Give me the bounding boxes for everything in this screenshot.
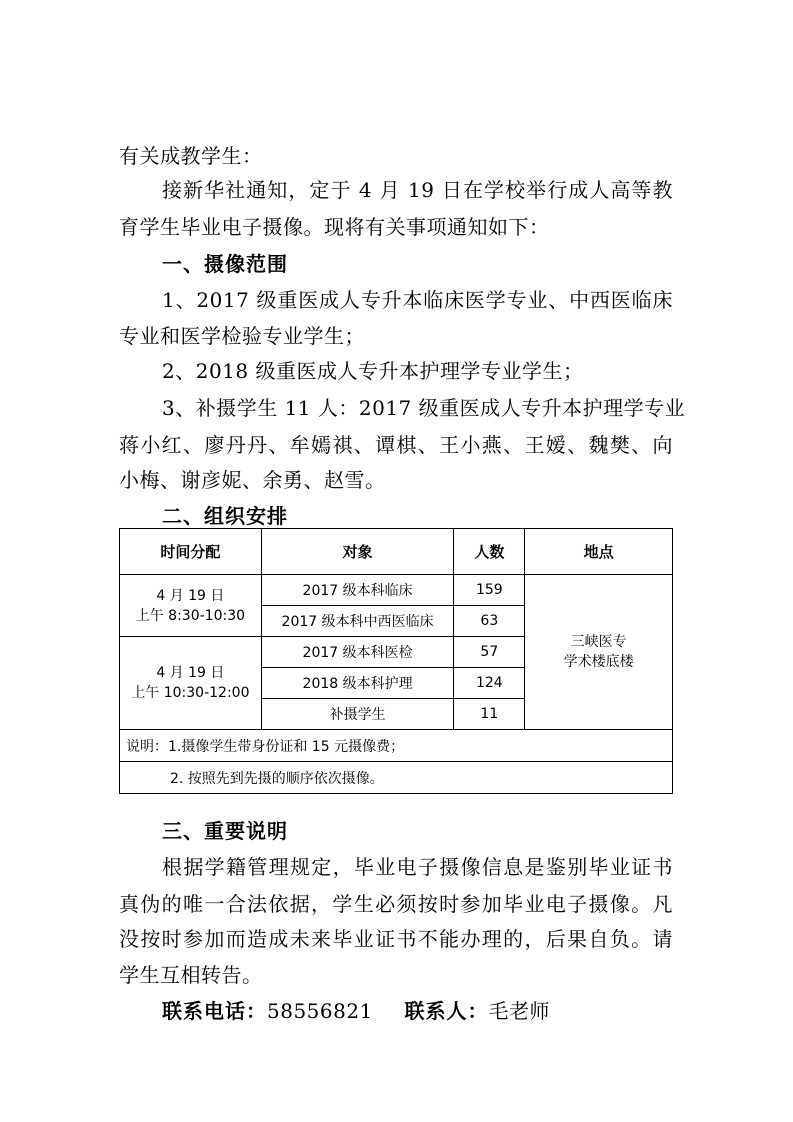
time-slot-2-date: 4 月 19 日 (156, 665, 225, 681)
section3-line-4: 学生互相转告。 (119, 963, 263, 987)
location-line-2: 学术楼底楼 (563, 654, 634, 670)
target-cell: 补摄学生 (261, 699, 454, 730)
count-cell: 57 (454, 637, 525, 668)
section3-line-1: 根据学籍管理规定，毕业电子摄像信息是鉴别毕业证书 (162, 855, 673, 879)
contact-line (162, 998, 550, 1024)
time-slot-2 (120, 637, 262, 730)
section2-heading: 二、组织安排 (162, 504, 288, 528)
section1-item1-line2: 专业和医学检验专业学生； (119, 324, 365, 348)
location-cell (525, 575, 673, 730)
section1-heading: 一、摄像范围 (162, 252, 288, 276)
section1-item3-line1: 3、补摄学生 11 人：2017 级重医成人专升本护理学专业 (162, 396, 686, 420)
target-cell: 2017 级本科中西医临床 (261, 606, 454, 637)
time-slot-1-date: 4 月 19 日 (156, 587, 225, 604)
contact-person: 毛老师 (488, 999, 551, 1023)
header-count: 人数 (454, 529, 525, 575)
salutation: 有关成教学生： (119, 144, 263, 168)
count-cell: 159 (454, 575, 525, 606)
contact-person-label: 联系人： (404, 999, 489, 1023)
phone-number: 58556821 (267, 999, 373, 1023)
section3-line-3: 没按时参加而造成未来毕业证书不能办理的，后果自负。请 (119, 927, 673, 951)
table-row (120, 575, 673, 606)
target-cell: 2018 级本科护理 (261, 668, 454, 699)
section3-heading: 三、重要说明 (162, 819, 288, 843)
count-cell: 11 (454, 699, 525, 730)
section3-line-2: 真伪的唯一合法依据，学生必须按时参加毕业电子摄像。凡 (119, 892, 673, 916)
note-2: 2. 按照先到先摄的顺序依次摄像。 (120, 762, 673, 794)
intro-line-2: 育学生毕业电子摄像。现将有关事项通知如下： (119, 215, 550, 239)
target-cell: 2017 级本科临床 (261, 575, 454, 606)
location-line-1: 三峡医专 (570, 634, 627, 650)
phone-label: 联系电话： (162, 999, 267, 1023)
note-row (120, 762, 673, 794)
time-slot-1-time: 上午 8:30-10:30 (135, 607, 246, 624)
section1-item3-line2: 蒋小红、廖丹丹、牟嫣祺、谭棋、王小燕、王嫒、魏樊、向 (119, 433, 673, 457)
note-row (120, 730, 673, 762)
section1-item2: 2、2018 级重医成人专升本护理学专业学生； (162, 359, 584, 383)
intro-line-1: 接新华社通知，定于 4 月 19 日在学校举行成人高等教 (162, 178, 673, 202)
arrangement-table (119, 528, 673, 794)
header-location: 地点 (525, 529, 673, 575)
time-slot-2-time: 上午 10:30-12:00 (131, 685, 250, 701)
count-cell: 124 (454, 668, 525, 699)
section1-item1-line1: 1、2017 级重医成人专升本临床医学专业、中西医临床 (162, 288, 673, 312)
table-header-row (120, 529, 673, 575)
header-time: 时间分配 (120, 529, 262, 575)
target-cell: 2017 级本科医检 (261, 637, 454, 668)
note-1: 说明：1.摄像学生带身份证和 15 元摄像费； (120, 730, 673, 762)
count-cell: 63 (454, 606, 525, 637)
header-target: 对象 (261, 529, 454, 575)
time-slot-1 (120, 575, 262, 637)
section1-item3-line3: 小梅、谢彦妮、余勇、赵雪。 (119, 468, 386, 492)
